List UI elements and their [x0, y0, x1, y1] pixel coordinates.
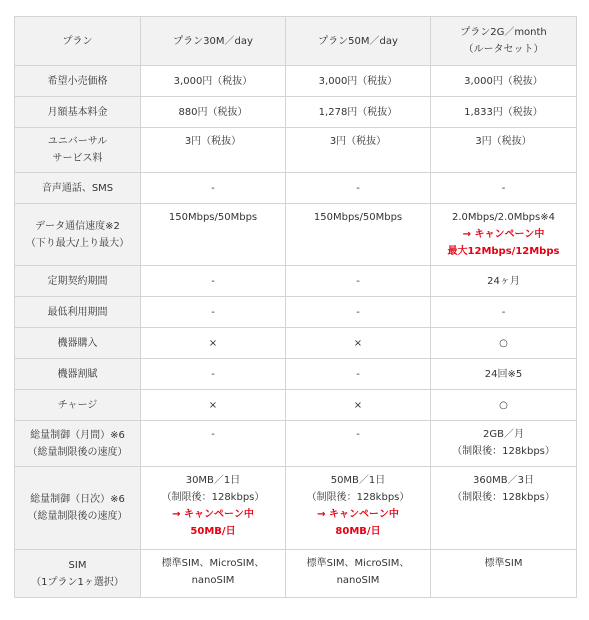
row-device-purchase	[15, 328, 577, 359]
cell-plan-2g: 1,833円（税抜）	[431, 97, 577, 128]
row-minimum-period	[15, 297, 577, 328]
row-label: ユニバーサル サービス料	[15, 128, 141, 173]
cell-plan-50m: 1,278円（税抜）	[286, 97, 431, 128]
cell-plan-50m: -	[286, 173, 431, 204]
row-device-installment	[15, 359, 577, 390]
cell-plan-50m: 3円（税抜）	[286, 128, 431, 173]
header-label: プラン	[62, 35, 93, 47]
cell-plan-30m: 150Mbps/50Mbps	[141, 204, 286, 266]
cell-plan-50m: -	[286, 297, 431, 328]
row-retail-price	[15, 66, 577, 97]
cell-plan-2g: -	[431, 173, 577, 204]
cell-plan-50m: ×	[286, 328, 431, 359]
row-label: 音声通話、SMS	[15, 173, 141, 204]
row-data-speed	[15, 204, 577, 266]
cell-plan-50m: 3,000円（税抜）	[286, 66, 431, 97]
cell-plan-30m: -	[141, 266, 286, 297]
cell-plan-50m: ×	[286, 390, 431, 421]
cell-plan-2g: 2.0Mbps/2.0Mbps※4 → キャンペーン中 最大12Mbps/12Mbps	[431, 204, 577, 266]
row-label: SIM （1プラン1ヶ選択）	[15, 550, 141, 598]
row-label: 希望小売価格	[15, 66, 141, 97]
row-universal-service	[15, 128, 577, 173]
row-contract-period	[15, 266, 577, 297]
cell-plan-50m: 標準SIM、MicroSIM、 nanoSIM	[286, 550, 431, 598]
header-row	[15, 17, 577, 66]
cell-plan-30m: 30MB／1日 （制限後：128kbps） → キャンペーン中 50MB/日	[141, 467, 286, 550]
campaign-value: 50MB/日	[190, 526, 236, 537]
row-daily-cap	[15, 467, 577, 550]
cell-plan-30m: -	[141, 173, 286, 204]
row-label: 最低利用期間	[15, 297, 141, 328]
plan-comparison-table	[14, 16, 577, 598]
row-label: 機器割賦	[15, 359, 141, 390]
cell-plan-30m: ×	[141, 328, 286, 359]
campaign-value: 最大12Mbps/12Mbps	[447, 246, 560, 257]
row-label: 月額基本料金	[15, 97, 141, 128]
cell-plan-50m: -	[286, 421, 431, 467]
cell-plan-30m: -	[141, 421, 286, 467]
cell-plan-30m: 3,000円（税抜）	[141, 66, 286, 97]
cell-plan-50m: 150Mbps/50Mbps	[286, 204, 431, 266]
campaign-label: → キャンペーン中	[462, 229, 545, 240]
row-label: 定期契約期間	[15, 266, 141, 297]
header-label-cell	[15, 17, 141, 66]
cell-plan-2g: 2GB／月 （制限後：128kbps）	[431, 421, 577, 467]
cell-plan-30m: -	[141, 359, 286, 390]
cell-plan-50m: -	[286, 266, 431, 297]
row-monthly-fee	[15, 97, 577, 128]
cell-plan-30m: 標準SIM、MicroSIM、 nanoSIM	[141, 550, 286, 598]
header-plan-30m: プラン30M／day	[141, 17, 286, 66]
row-monthly-cap	[15, 421, 577, 467]
cell-plan-30m: ×	[141, 390, 286, 421]
cell-plan-2g: ○	[431, 328, 577, 359]
row-label: データ通信速度※2 （下り最大/上り最大）	[15, 204, 141, 266]
cell-plan-2g: 3円（税抜）	[431, 128, 577, 173]
header-plan-50m: プラン50M／day	[286, 17, 431, 66]
plan-comparison	[14, 16, 576, 598]
campaign-label: → キャンペーン中	[172, 509, 254, 520]
cell-plan-2g: 24ヶ月	[431, 266, 577, 297]
row-label: 機器購入	[15, 328, 141, 359]
row-label: 総量制御（日次）※6 （総量制限後の速度）	[15, 467, 141, 550]
row-voice-sms	[15, 173, 577, 204]
row-sim	[15, 550, 577, 598]
cell-plan-2g: 3,000円（税抜）	[431, 66, 577, 97]
cell-plan-50m: -	[286, 359, 431, 390]
cell-plan-2g: ○	[431, 390, 577, 421]
row-label: 総量制御（月間）※6 （総量制限後の速度）	[15, 421, 141, 467]
campaign-value: 80MB/日	[335, 526, 381, 537]
row-label: チャージ	[15, 390, 141, 421]
cell-plan-30m: 880円（税抜）	[141, 97, 286, 128]
cell-plan-2g: 標準SIM	[431, 550, 577, 598]
cell-plan-50m: 50MB／1日 （制限後：128kbps） → キャンペーン中 80MB/日	[286, 467, 431, 550]
row-charge	[15, 390, 577, 421]
cell-plan-30m: 3円（税抜）	[141, 128, 286, 173]
cell-plan-30m: -	[141, 297, 286, 328]
campaign-label: → キャンペーン中	[317, 509, 399, 520]
header-plan-2g: プラン2G／month （ルータセット）	[431, 17, 577, 66]
cell-plan-2g: 24回※5	[431, 359, 577, 390]
cell-plan-2g: 360MB／3日 （制限後：128kbps）	[431, 467, 577, 550]
cell-plan-2g: -	[431, 297, 577, 328]
